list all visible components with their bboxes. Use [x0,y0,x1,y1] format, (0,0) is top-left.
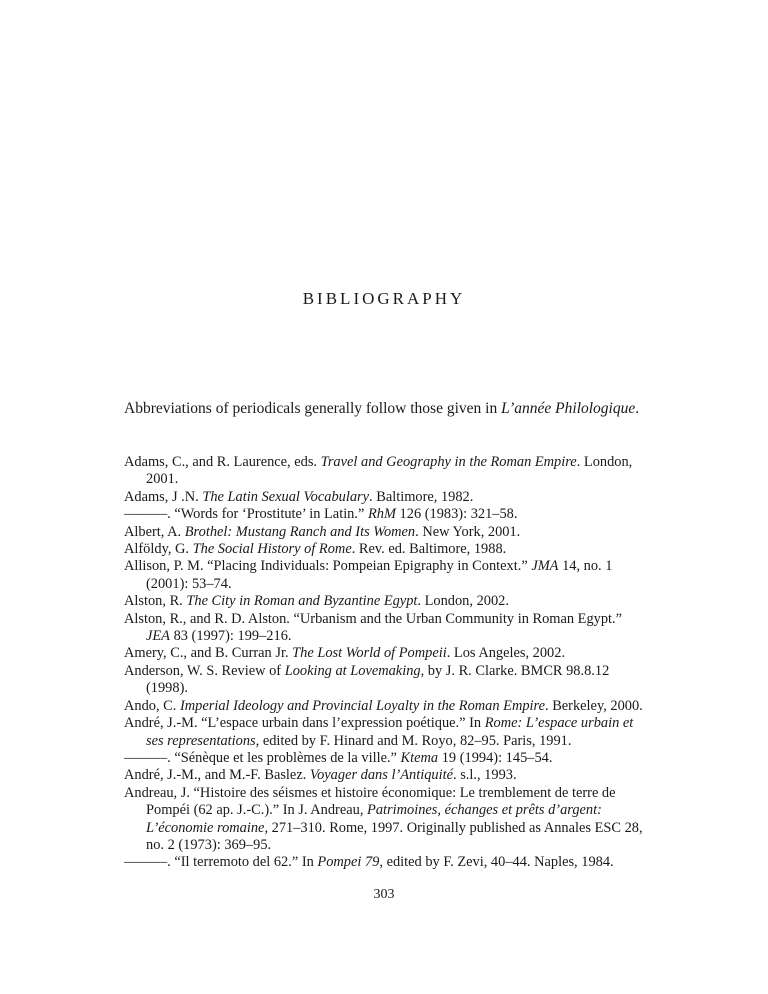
bibliography-entry [124,663,648,698]
entry-text: Albert, A. [124,523,185,540]
entry-text: André, J.-M. “L’espace urbain dans l’expression poétique.” In [124,715,485,732]
bibliography-entry [124,715,648,750]
entry-title: Looking at Lovemaking [284,662,421,679]
entry-title: The Social History of Rome [192,541,352,558]
entry-details: . Berkeley, 2000. [545,697,643,714]
bibliography-entry [124,750,648,767]
entry-details: , edited by F. Zevi, 40–44. Naples, 1984. [379,854,614,871]
bibliography-entry [124,454,648,489]
entry-text: ———. “Il terremoto del 62.” In [124,854,318,871]
entry-details: , edited by F. Hinard and M. Royo, 82–95. Paris, 1991. [255,732,572,749]
page-number: 303 [373,887,395,902]
bibliography-entry [124,524,648,541]
bibliography-entry [124,541,648,558]
bibliography-entry [124,506,648,523]
intro-end: . [635,400,640,417]
entry-title: JEA [146,628,170,645]
bibliography-entry [124,698,648,715]
entry-details: . s.l., 1993. [453,767,517,784]
entry-title: Patrimoines, échanges et prêts d’argent: L’économie romaine [146,802,602,836]
entry-text: André, J.-M., and M.-F. Baslez. [124,767,310,784]
entry-title: Imperial Ideology and Provincial Loyalty in the Roman Empire [179,697,545,714]
entry-title: Rome: L’espace urbain et ses representations [146,715,634,749]
bibliography-entry [124,645,648,662]
entry-text: Allison, P. M. “Placing Individuals: Pompeian Epigraphy in Context.” [124,558,532,575]
entry-details: 19 (1994): 145–54. [438,749,553,766]
entry-text: Adams, J .N. [124,488,203,505]
bibliography-entry [124,593,648,610]
entry-title: Ktema [400,749,439,766]
bibliography-heading: BIBLIOGRAPHY [302,289,466,308]
intro-journal-title: L’année Philologique [501,400,636,417]
entry-title: Brothel: Mustang Ranch and Its Women [184,523,416,540]
entry-details: , by J. R. Clarke. BMCR 98.8.12 (1998). [146,662,610,697]
entry-text: Alston, R., and R. D. Alston. “Urbanism and the Urban Community in Roman Egypt.” [124,610,623,627]
entry-details: 126 (1983): 321–58. [395,506,518,523]
entry-text: Amery, C., and B. Curran Jr. [124,645,293,662]
entry-text: Ando, C. [124,697,180,714]
entry-details: 14, no. 1 (2001): 53–74. [146,558,613,592]
bibliography-entry [124,854,648,871]
entry-text: Adams, C., and R. Laurence, eds. [124,454,321,470]
entry-details: . Baltimore, 1982. [369,488,474,505]
entry-text: Anderson, W. S. Review of [124,662,285,679]
bibliography-entry [124,767,648,784]
entry-text: Alston, R. [124,593,187,610]
entry-title: Pompei 79 [317,854,380,871]
bibliography-entry [124,611,648,646]
entry-title: Voyager dans l’Antiquité [309,767,453,784]
entry-text: Andreau, J. “Histoire des séismes et histoire économique: Le tremblement de terre de Pompéi (62 ap. J.-C.).” In J. Andreau, [124,784,616,819]
intro-text: Abbreviations of periodicals generally follow those given in [124,400,502,417]
entry-title: The City in Roman and Byzantine Egypt [186,593,418,610]
entry-text: ———. “Sénèque et les problèmes de la ville.” [124,749,401,766]
abbreviations-note [124,398,648,419]
entry-text: Alföldy, G. [124,541,193,558]
entry-details: . London, 2001. [146,454,633,488]
entry-title: The Latin Sexual Vocabulary [202,488,370,505]
entry-title: JMA [531,558,559,575]
entry-title: The Lost World of Pompeii [292,645,447,662]
bibliography-entry [124,785,648,855]
entry-details: . Los Angeles, 2002. [446,645,566,662]
entry-details: . New York, 2001. [415,523,521,540]
entry-details: 83 (1997): 199–216. [169,628,292,645]
entry-details: . Rev. ed. Baltimore, 1988. [351,541,507,558]
entry-details: , 271–310. Rome, 1997. Originally published as Annales ESC 28, no. 2 (1973): 369–95. [146,819,643,853]
entry-title: RhM [367,506,396,523]
bibliography-entry [124,558,648,593]
bibliography-entry [124,489,648,506]
bibliography-list [124,454,648,872]
entry-title: Travel and Geography in the Roman Empire [320,454,577,470]
entry-details: . London, 2002. [417,593,509,610]
entry-text: ———. “Words for ‘Prostitute’ in Latin.” [124,506,368,523]
